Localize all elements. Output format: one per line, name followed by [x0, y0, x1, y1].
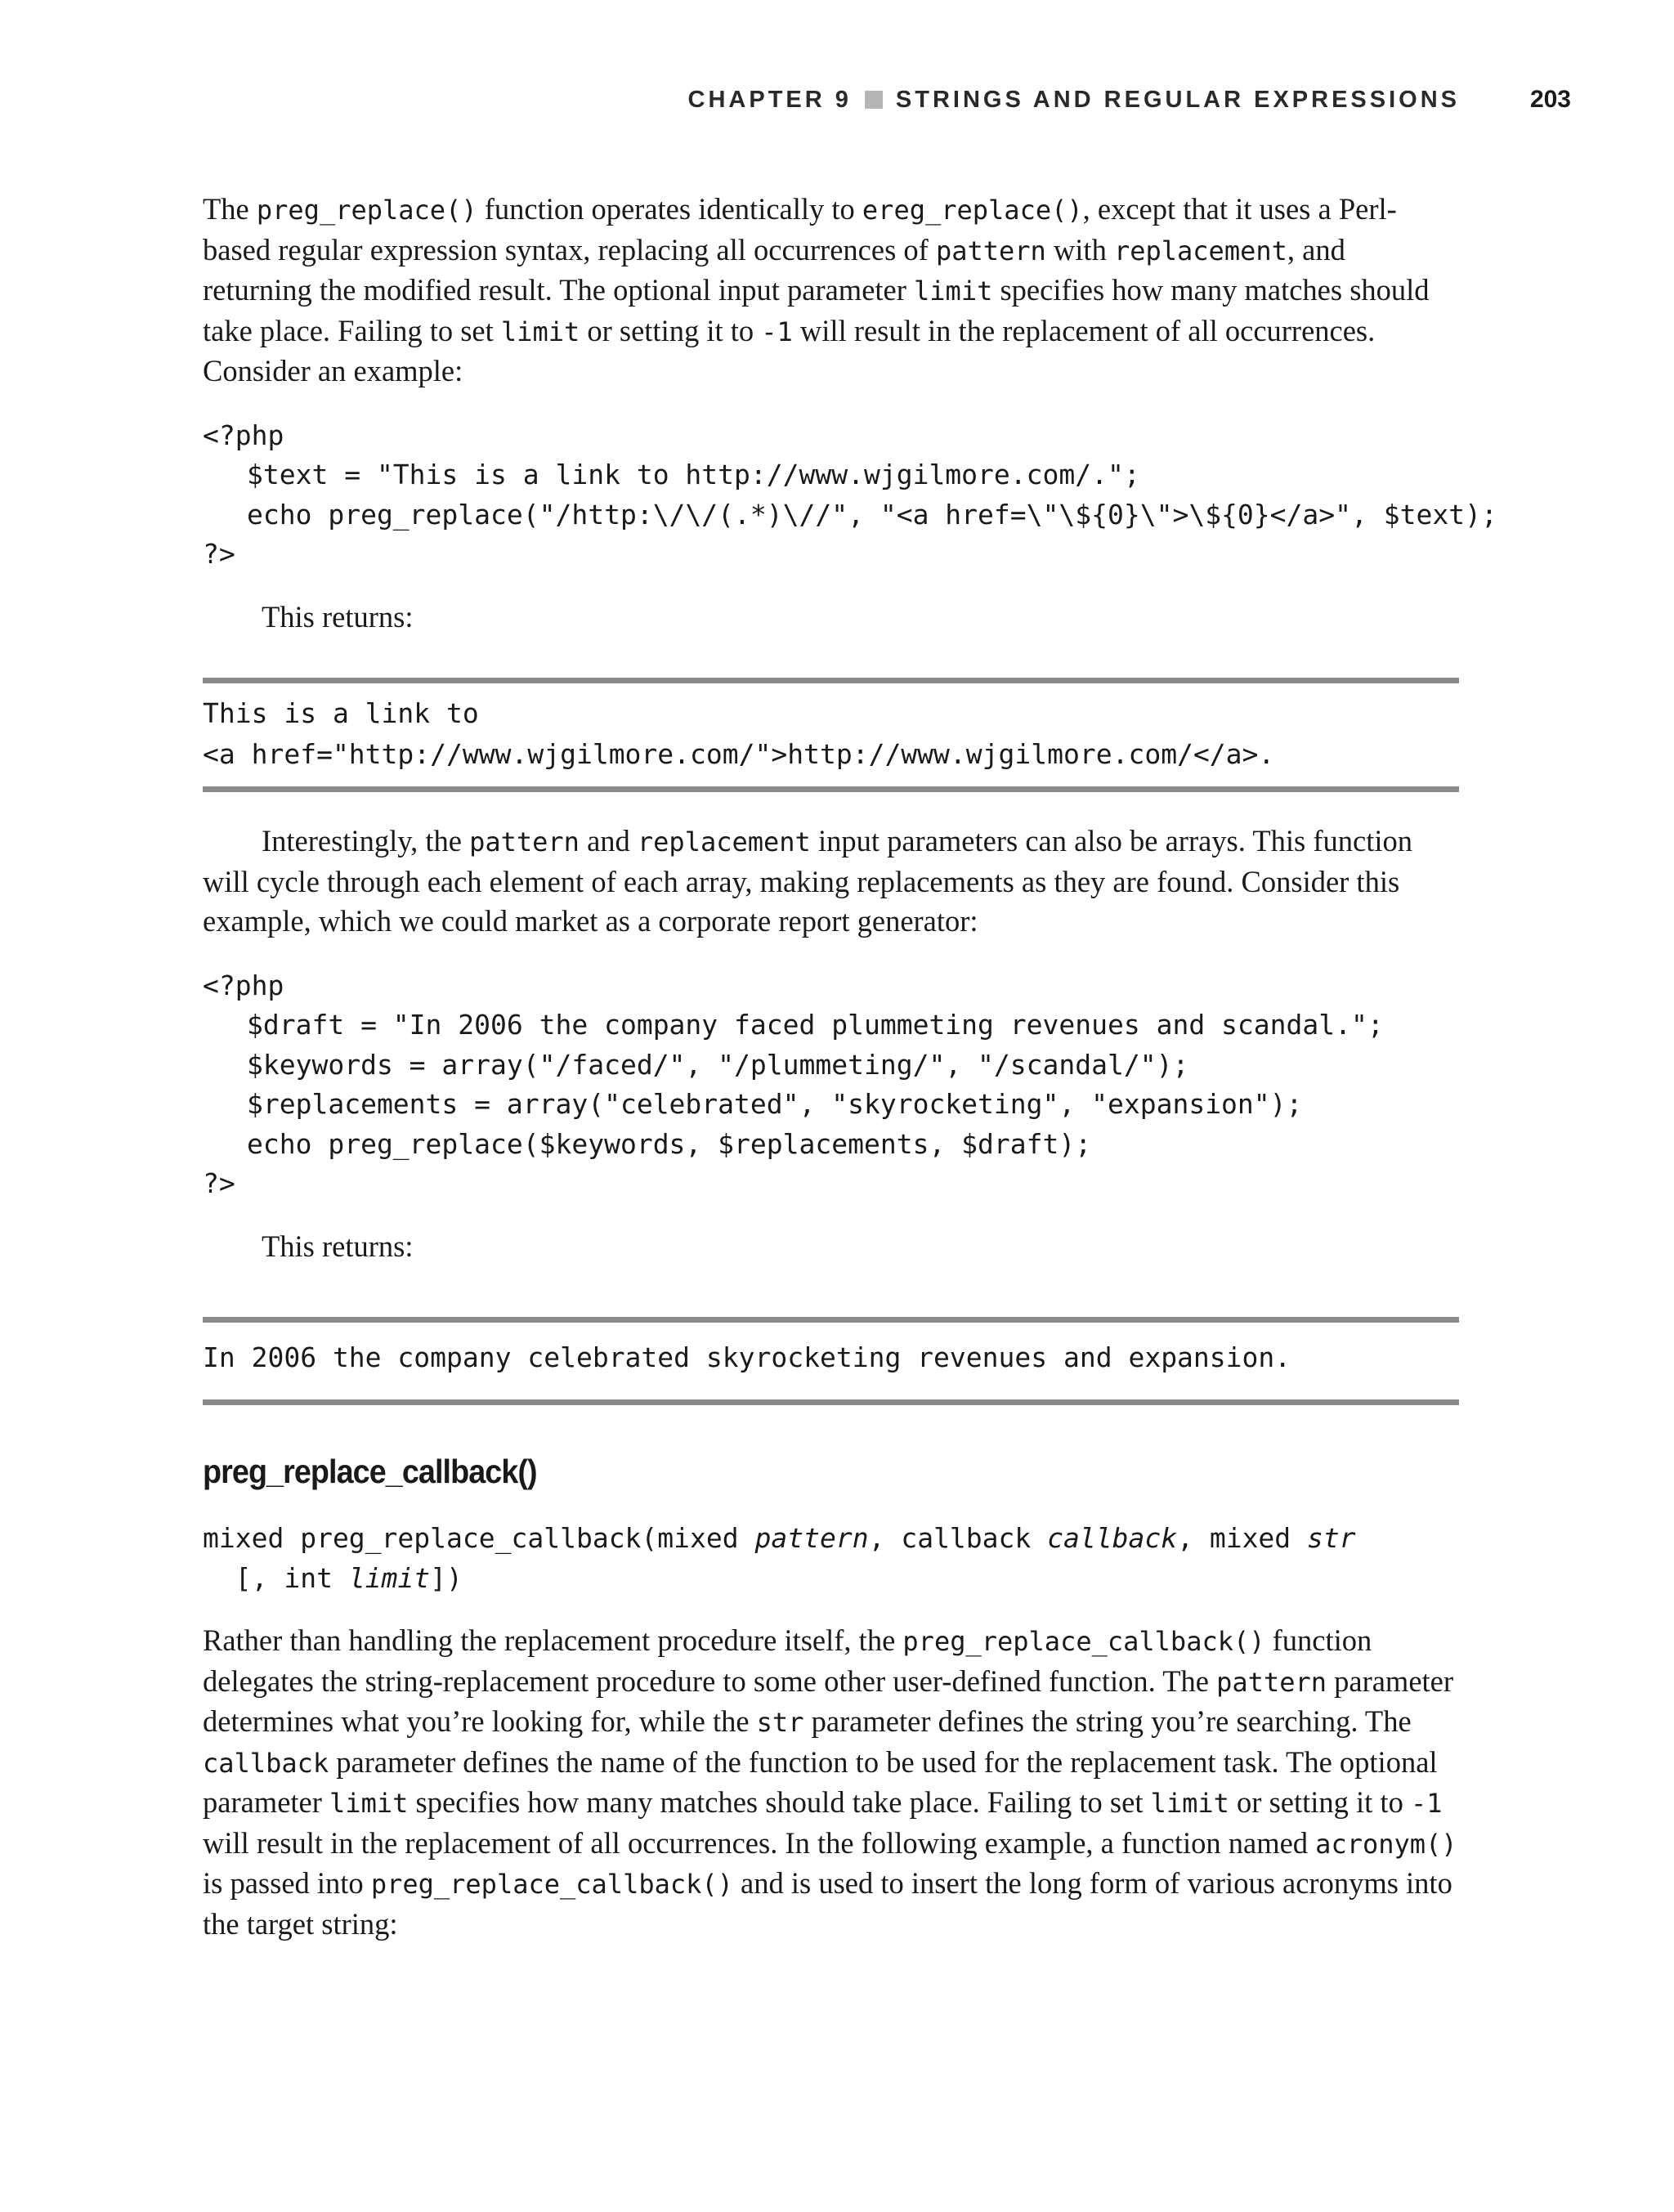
sig-param: pattern	[754, 1522, 869, 1554]
output-box-arrays	[203, 1317, 1459, 1405]
inline-code: ereg_replace()	[862, 195, 1083, 226]
code-line: ?>	[203, 538, 235, 570]
text-run: , except that it uses a Perl-based regular expression syntax, replacing all occurrences of	[203, 192, 1397, 266]
text-run: or setting it to	[1229, 1785, 1411, 1819]
inline-code: limit	[914, 275, 993, 307]
paragraph-callback	[203, 1621, 1459, 1944]
sig-text: mixed preg_replace_callback(mixed	[203, 1522, 755, 1554]
code-line: echo preg_replace($keywords, $replacements, $draft);	[247, 1127, 1092, 1160]
code-line: echo preg_replace("/http:\/\/(.*)\//", "<a href=\"\${0}\">\${0}</a>", $text);	[247, 498, 1497, 531]
paragraph-arrays	[203, 822, 1459, 942]
inline-code: preg_replace_callback()	[902, 1626, 1265, 1657]
inline-code: limit	[329, 1788, 409, 1819]
inline-code: acronym()	[1315, 1828, 1457, 1860]
inline-code: callback	[203, 1747, 329, 1779]
code-line: <?php	[203, 419, 284, 451]
code-line: $keywords = array("/faced/", "/plummeting/", "/scandal/");	[247, 1048, 1189, 1081]
chapter-label: CHAPTER 9	[687, 87, 852, 113]
output-text	[203, 1337, 1459, 1378]
text-run: Interestingly, the	[262, 824, 470, 857]
sig-param: limit	[348, 1561, 431, 1594]
running-header	[0, 82, 1674, 118]
text-run: will result in the replacement of all occurrences. In the following example, a function named	[203, 1825, 1316, 1860]
sig-text: ])	[430, 1561, 463, 1594]
inline-code: pattern	[469, 826, 580, 857]
inline-code: str	[756, 1707, 804, 1738]
text-run: with	[1045, 232, 1114, 266]
code-line: $replacements = array("celebrated", "skyrocketing", "expansion");	[247, 1088, 1303, 1120]
inline-code: preg_replace_callback()	[370, 1869, 733, 1900]
code-example-link	[203, 416, 1497, 575]
chapter-header	[688, 82, 1460, 118]
code-line: ?>	[203, 1167, 235, 1199]
text-run: and is used to insert the long form of various acronyms into the target string:	[203, 1866, 1452, 1941]
text-run: specifies how many matches should take place. Failing to set	[203, 273, 1430, 347]
output-text	[203, 693, 1459, 775]
page-body	[203, 190, 1497, 1944]
signature-line	[203, 1519, 1459, 1559]
inline-code: -1	[1410, 1788, 1443, 1819]
returns-label: This returns:	[262, 599, 414, 634]
text-run: function operates identically to	[477, 192, 862, 226]
text-run: and	[579, 824, 638, 857]
section-heading: preg_replace_callback()	[203, 1453, 537, 1490]
text-run: is passed into	[203, 1866, 371, 1900]
output-line: <a href="http://www.wjgilmore.com/">http://www.wjgilmore.com/</a>.	[203, 738, 1275, 770]
code-line: $draft = "In 2006 the company faced plummeting revenues and scandal.";	[247, 1009, 1384, 1041]
text-run: specifies how many matches should take place. Failing to set	[408, 1785, 1151, 1819]
inline-code: pattern	[1216, 1666, 1327, 1698]
paragraph-preg-replace	[203, 190, 1459, 392]
sig-param: str	[1307, 1522, 1356, 1554]
inline-code: -1	[761, 316, 793, 347]
code-example-arrays	[203, 966, 1459, 1204]
code-line: <?php	[203, 969, 284, 1001]
sig-text: , mixed	[1177, 1522, 1308, 1554]
inline-code: pattern	[935, 235, 1046, 266]
text-run: will result in the replacement of all occurrences. Consider an example:	[203, 313, 1376, 387]
text-run: parameter determines what you’re looking for, while the	[203, 1663, 1454, 1738]
text-run: function delegates the string-replacement procedure to some other user-defined function. The	[203, 1623, 1372, 1698]
inline-code: limit	[500, 316, 580, 347]
code-line: $text = "This is a link to http://www.wjgilmore.com/.";	[247, 459, 1140, 490]
returns-label: This returns:	[262, 1229, 414, 1263]
text-run: or setting it to	[580, 313, 762, 347]
text-run: The	[203, 192, 257, 226]
sig-text: , callback	[868, 1522, 1048, 1554]
inline-code: preg_replace()	[256, 195, 477, 226]
inline-code: replacement	[637, 826, 811, 857]
text-run: parameter defines the string you’re searching. The	[803, 1704, 1412, 1738]
output-box-link	[203, 678, 1459, 792]
output-line: In 2006 the company celebrated skyrocketing revenues and expansion.	[203, 1341, 1291, 1373]
text-run: Rather than handling the replacement procedure itself, the	[203, 1623, 903, 1657]
sig-text: [, int	[203, 1561, 349, 1594]
text-run: parameter defines the name of the function to be used for the replacement task. The optional parameter	[203, 1744, 1438, 1819]
sig-param: callback	[1047, 1522, 1178, 1554]
function-signature	[203, 1519, 1459, 1598]
output-line: This is a link to	[203, 697, 479, 729]
text-run: input parameters can also be arrays. This function will cycle through each element of each array, making replacements as they are found. Consider this example, which we could market as a corporate report generator:	[203, 824, 1412, 938]
signature-line	[203, 1559, 1459, 1599]
inline-code: replacement	[1113, 235, 1287, 266]
page-number: 203	[1529, 86, 1571, 113]
header-square-icon	[865, 91, 883, 109]
chapter-title: STRINGS AND REGULAR EXPRESSIONS	[895, 87, 1460, 113]
inline-code: limit	[1150, 1788, 1229, 1819]
text-run: , and returning the modified result. The optional input parameter	[203, 232, 1345, 307]
